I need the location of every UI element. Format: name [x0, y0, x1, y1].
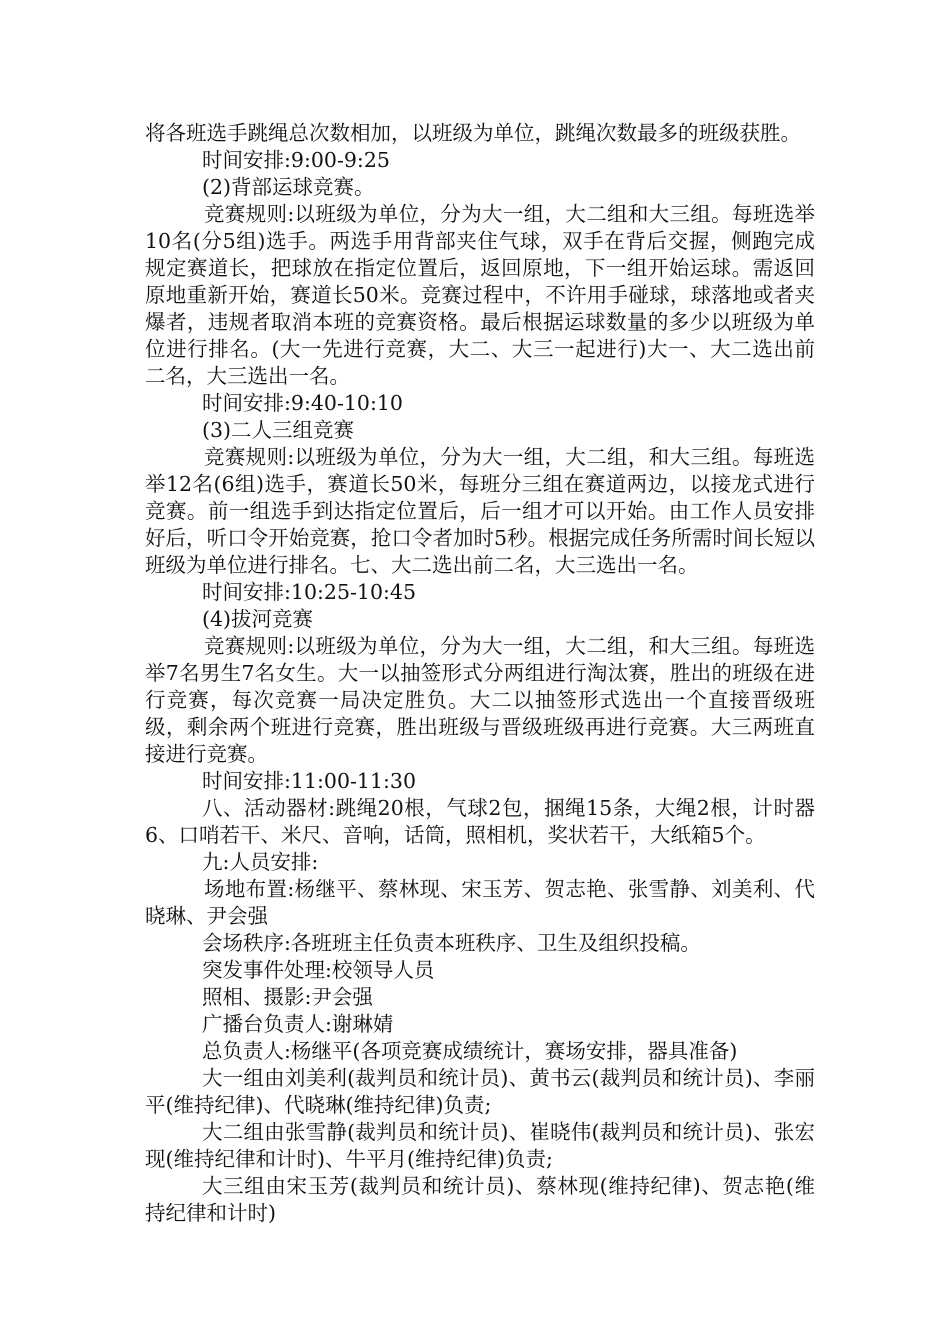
- paragraph-broadcast: 广播台负责人:谢琳婧: [202, 1012, 394, 1036]
- paragraph-rope-skipping-rule-end: 将各班选手跳绳总次数相加，以班级为单位，跳绳次数最多的班级获胜。: [145, 121, 801, 145]
- document-body: [145, 120, 815, 1227]
- paragraph-venue-setup: 场地布置:杨继平、蔡林现、宋玉芳、贺志艳、张雪静、刘美利、代晓琳、尹会强: [145, 877, 815, 928]
- paragraph-emergency: 突发事件处理:校领导人员: [202, 958, 435, 982]
- paragraph-schedule-1: 时间安排:9:00-9:25: [202, 148, 390, 172]
- paragraph-photography: 照相、摄影:尹会强: [202, 985, 373, 1009]
- paragraph-back-ball-rules: 竞赛规则:以班级为单位，分为大一组，大二组和大三组。每班选举10名(分5组)选手。两选手用背部夹住气球，双手在背后交握，侧跑完成规定赛道长，把球放在指定位置后，返回原地，下一组开始运球。需返回原地重新开始，赛道长50米。竞赛过程中，不许用手碰球，球落地或者夹爆者，违规者取消本班的竞赛资格。最后根据运球数量的多少以班级为单位进行排名。(大一先进行竞赛，大二、大三一起进行)大一、大二选出前二名，大三选出一名。: [145, 202, 815, 388]
- paragraph-two-person-rules: 竞赛规则:以班级为单位，分为大一组，大二组，和大三组。每班选举12名(6组)选手，赛道长50米，每班分三组在赛道两边，以接龙式进行竞赛。前一组选手到达指定位置后，后一组才可以开始。由工作人员安排好后，听口令开始竞赛，抢口令者加时5秒。根据完成任务所需时间长短以班级为单位进行排名。七、大二选出前二名，大三选出一名。: [145, 445, 815, 577]
- paragraph-schedule-4: 时间安排:11:00-11:30: [202, 769, 416, 793]
- paragraph-tug-of-war-rules: 竞赛规则:以班级为单位，分为大一组，大二组，和大三组。每班选举7名男生7名女生。大一以抽签形式分两组进行淘汰赛，胜出的班级在进行竞赛，每次竞赛一局决定胜负。大二以抽签形式选出一个直接晋级班级，剩余两个班进行竞赛，胜出班级与晋级班级再进行竞赛。大三两班直接进行竞赛。: [145, 634, 815, 766]
- paragraph-schedule-2: 时间安排:9:40-10:10: [202, 391, 403, 415]
- paragraph-junior-group: 大三组由宋玉芳(裁判员和统计员)、蔡林现(维持纪律)、贺志艳(维持纪律和计时): [145, 1174, 815, 1225]
- paragraph-schedule-3: 时间安排:10:25-10:45: [202, 580, 416, 604]
- paragraph-freshman-group: 大一组由刘美利(裁判员和统计员)、黄书云(裁判员和统计员)、李丽平(维持纪律)、代晓琳(维持纪律)负责;: [145, 1066, 815, 1117]
- paragraph-heading-back-ball: (2)背部运球竞赛。: [202, 175, 375, 199]
- paragraph-venue-order: 会场秩序:各班班主任负责本班秩序、卫生及组织投稿。: [202, 931, 701, 955]
- paragraph-general-manager: 总负责人:杨继平(各项竞赛成绩统计，赛场安排，器具准备): [202, 1039, 738, 1063]
- paragraph-sophomore-group: 大二组由张雪静(裁判员和统计员)、崔晓伟(裁判员和统计员)、张宏现(维持纪律和计时)、牛平月(维持纪律)负责;: [145, 1120, 815, 1171]
- paragraph-heading-tug-of-war: (4)拔河竞赛: [202, 607, 314, 631]
- paragraph-heading-two-person: (3)二人三组竞赛: [202, 418, 355, 442]
- paragraph-equipment: 八、活动器材:跳绳20根，气球2包，捆绳15条，大绳2根，计时器6、口哨若干、米尺、音响，话筒，照相机，奖状若干，大纸箱5个。: [145, 796, 815, 847]
- paragraph-staff-heading: 九:人员安排:: [202, 850, 319, 874]
